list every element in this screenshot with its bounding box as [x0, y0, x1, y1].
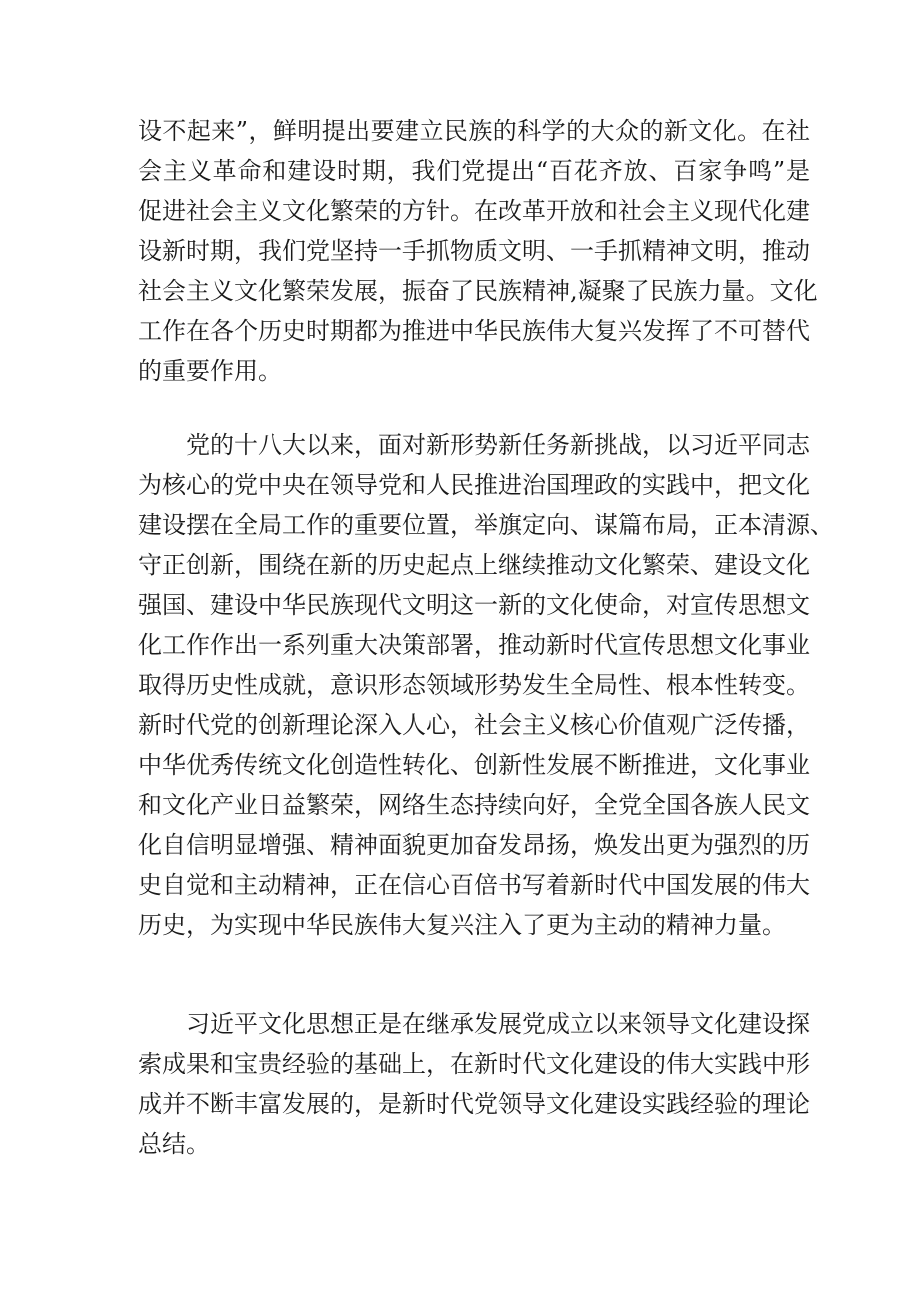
text-line: 化工作作出一系列重大决策部署，推动新时代宣传思想文化事业	[138, 631, 810, 659]
text-line: 史自觉和主动精神，正在信心百倍书写着新时代中国发展的伟大	[138, 871, 810, 899]
text-line: 中华优秀传统文化创造性转化、创新性发展不断推进，文化事业	[138, 751, 810, 779]
text-line: 新时代党的创新理论深入人心，社会主义核心价值观广泛传播，	[138, 711, 810, 739]
text-line: 设新时期，我们党坚持一手抓物质文明、一手抓精神文明，推动	[138, 237, 810, 265]
text-line: 化自信明显增强、精神面貌更加奋发昂扬，焕发出更为强烈的历	[138, 831, 810, 859]
text-line: 取得历史性成就，意识形态领域形势发生全局性、根本性转变。	[138, 671, 810, 699]
text-line: 强国、建设中华民族现代文明这一新的文化使命，对宣传思想文	[138, 591, 810, 619]
text-line: 的重要作用。	[138, 357, 282, 385]
text-line: 总结。	[138, 1130, 210, 1158]
text-line: 索成果和宝贵经验的基础上，在新时代文化建设的伟大实践中形	[138, 1050, 810, 1078]
text-line: 守正创新，围绕在新的历史起点上继续推动文化繁荣、建设文化	[138, 551, 810, 579]
text-line: 成并不断丰富发展的，是新时代党领导文化建设实践经验的理论	[138, 1090, 810, 1118]
text-line: 为核心的党中央在领导党和人民推进治国理政的实践中，把文化	[138, 471, 810, 499]
paragraph-2	[138, 425, 834, 945]
text-line: 设不起来”，鲜明提出要建立民族的科学的大众的新文化。在社	[138, 117, 810, 145]
text-line: 促进社会主义文化繁荣的方针。在改革开放和社会主义现代化建	[138, 197, 810, 225]
text-line: 会主义革命和建设时期，我们党提出“百花齐放、百家争鸣”是	[138, 157, 810, 185]
text-line: 工作在各个历史时期都为推进中华民族伟大复兴发挥了不可替代	[138, 317, 810, 345]
paragraph-3	[138, 1004, 810, 1164]
text-line: 历史，为实现中华民族伟大复兴注入了更为主动的精神力量。	[138, 911, 786, 939]
text-line: 习近平文化思想正是在继承发展党成立以来领导文化建设探	[186, 1010, 810, 1038]
text-line: 建设摆在全局工作的重要位置，举旗定向、谋篇布局，正本清源、	[138, 511, 834, 539]
text-line: 社会主义文化繁荣发展，振奋了民族精神,凝聚了民族力量。文化	[138, 277, 818, 305]
text-line: 党的十八大以来，面对新形势新任务新挑战，以习近平同志	[186, 431, 810, 459]
paragraph-1	[138, 111, 818, 391]
text-line: 和文化产业日益繁荣，网络生态持续向好，全党全国各族人民文	[138, 791, 810, 819]
